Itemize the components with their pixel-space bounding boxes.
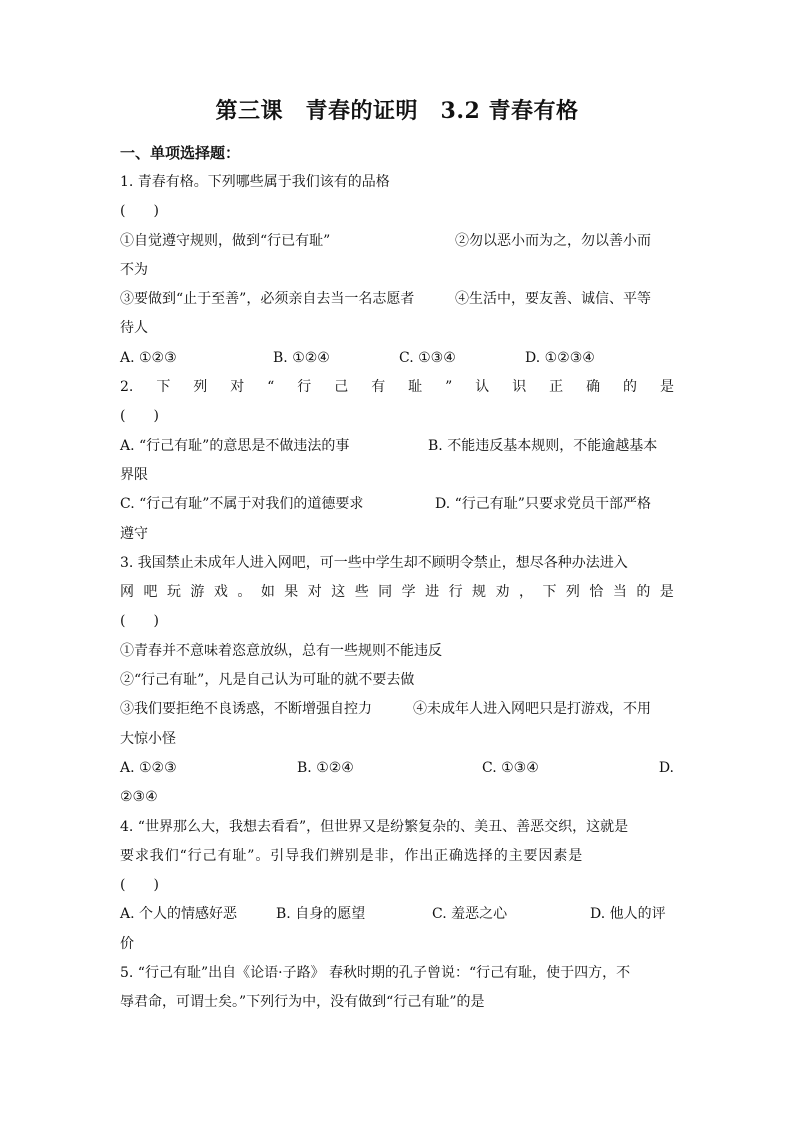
- q1-statement-4: ④生活中，要友善、诚信、平等: [455, 291, 651, 308]
- q4-option-d: D. 他人的评: [590, 906, 666, 923]
- q1-statement-3: ③要做到“止于至善”，必须亲自去当一名志愿者: [120, 291, 415, 308]
- q3-stem-line-1: 3. 我国禁止未成年人进入网吧，可一些中学生却不顾明令禁止，想尽各种办法进入: [120, 554, 628, 571]
- q3-option-d: D.: [658, 759, 674, 776]
- q3-statement-4-cont: 大惊小怪: [120, 730, 176, 747]
- q3-statement-4: ④未成年人进入网吧只是打游戏，不用: [413, 701, 651, 718]
- q3-statement-3: ③我们要拒绝不良诱惑，不断增强自控力: [120, 701, 372, 718]
- q3-stem-line-2: 网 吧 玩 游 戏 。 如 果 对 这 些 同 学 进 行 规 劝 ， 下 列 恰 当 的 是: [120, 584, 674, 601]
- q1-statement-4-cont: 待人: [120, 320, 148, 337]
- q3-option-b: B. ①②④: [297, 759, 354, 776]
- q4-stem-line-2: 要求我们“行己有耻”。引导我们辨别是非，作出正确选择的主要因素是: [120, 847, 584, 864]
- q2-option-d-cont: 遵守: [120, 525, 148, 542]
- q2-options-row-1: [120, 432, 674, 461]
- q1-statements-row-1: [120, 227, 674, 256]
- q3-option-d-cont: ②③④: [120, 789, 158, 806]
- q3-statements-row: [120, 695, 674, 724]
- q4-option-b: B. 自身的愿望: [276, 906, 366, 923]
- q1-statement-2-cont: 不为: [120, 261, 148, 278]
- q2-options-row-2: [120, 490, 674, 519]
- q2-option-c: C. “行己有耻”不属于对我们的道德要求: [120, 496, 364, 513]
- q4-option-a: A. 个人的情感好恶: [120, 906, 238, 923]
- q2-option-d: D. “行己有耻”只要求党员干部严格: [435, 496, 651, 513]
- q4-options: [120, 900, 674, 929]
- q5-stem-line-2: 辱君命，可谓士矣。”下列行为中，没有做到“行己有耻”的是: [120, 994, 485, 1011]
- q1-statement-1: ①自觉遵守规则，做到“行已有耻”: [120, 232, 331, 249]
- page-title: 第三课 青春的证明 3.2 青春有格: [215, 98, 579, 124]
- q1-options: [120, 344, 674, 373]
- q2-option-b: B. 不能违反基本规则，不能逾越基本: [428, 437, 658, 454]
- q1-answer-paren: ( ): [120, 203, 159, 220]
- q5-stem-line-1: 5. “行己有耻”出自《论语·子路》 春秋时期的孔子曾说：“行己有耻，使于四方，不: [120, 965, 631, 982]
- q4-option-c: C. 羞恶之心: [432, 906, 508, 923]
- q2-option-b-cont: 界限: [120, 466, 148, 483]
- q3-option-c: C. ①③④: [482, 759, 539, 776]
- q1-option-d: D. ①②③④: [525, 349, 595, 366]
- q4-option-d-cont: 价: [120, 935, 134, 952]
- q2-option-a: A. “行己有耻”的意思是不做违法的事: [120, 437, 350, 454]
- q4-stem-line-1: 4. “世界那么大，我想去看看”，但世界又是纷繁复杂的、美丑、善恶交织，这就是: [120, 818, 629, 835]
- section-heading: 一、单项选择题：: [120, 144, 241, 162]
- q2-answer-paren: ( ): [120, 408, 159, 425]
- q1-option-b: B. ①②④: [273, 349, 330, 366]
- q1-statements-row-2: [120, 285, 674, 314]
- q1-statement-2: ②勿以恶小而为之，勿以善小而: [455, 232, 651, 249]
- q1-stem: 1. 青春有格。下列哪些属于我们该有的品格: [120, 174, 390, 190]
- q3-statement-2: ②“行己有耻”，凡是自己认为可耻的就不要去做: [120, 672, 415, 689]
- q3-answer-paren: ( ): [120, 613, 159, 630]
- q3-statement-1: ①青春并不意味着恣意放纵，总有一些规则不能违反: [120, 642, 442, 659]
- q2-stem: 2. 下 列 对 “ 行 己 有 耻 ” 认 识 正 确 的 是: [120, 379, 674, 396]
- q3-options: [120, 754, 674, 783]
- q4-answer-paren: ( ): [120, 877, 159, 894]
- q1-option-a: A. ①②③: [120, 349, 177, 366]
- question-list: [120, 168, 674, 1018]
- q3-option-a: A. ①②③: [120, 759, 177, 776]
- q1-option-c: C. ①③④: [399, 349, 456, 366]
